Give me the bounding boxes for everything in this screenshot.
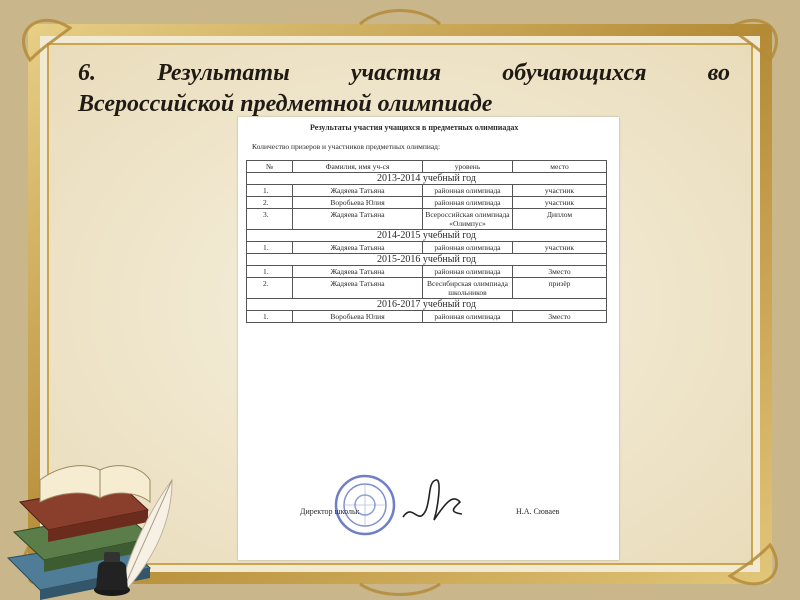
- signature-icon: [398, 472, 468, 532]
- title-word: Результаты: [157, 60, 290, 86]
- document-subheading: Количество призеров и участников предметных олимпиад:: [252, 142, 441, 151]
- table-row: [247, 185, 607, 197]
- cell-number: 1.: [247, 266, 293, 278]
- cell-place: участник: [513, 242, 607, 254]
- school-year-row: [247, 173, 607, 185]
- cell-number: 1.: [247, 242, 293, 254]
- table-row: [247, 209, 607, 230]
- cell-student-name: Жадяева Татьяна: [293, 185, 423, 197]
- title-number: 6.: [78, 60, 96, 86]
- column-header: уровень: [423, 161, 513, 173]
- slide-title: [78, 58, 730, 120]
- cell-level: районная олимпиада: [423, 197, 513, 209]
- school-year-row: [247, 230, 607, 242]
- table-row: [247, 278, 607, 299]
- cell-number: 2.: [247, 278, 293, 299]
- cell-number: 1.: [247, 311, 293, 323]
- cell-place: Диплом: [513, 209, 607, 230]
- column-header: Фамилия, имя уч-ся: [293, 161, 423, 173]
- cell-place: участник: [513, 197, 607, 209]
- books-icon: [0, 440, 190, 600]
- table-header-row: [247, 161, 607, 173]
- school-year-label: 2016-2017 учебный год: [247, 299, 607, 311]
- director-label: Директор школы:: [300, 507, 360, 516]
- school-year-label: 2013-2014 учебный год: [247, 173, 607, 185]
- document-heading: Результаты участия учащихся в предметных олимпиадах: [310, 123, 519, 132]
- cell-student-name: Жадяева Татьяна: [293, 242, 423, 254]
- school-year-label: 2014-2015 учебный год: [247, 230, 607, 242]
- cell-place: 3место: [513, 311, 607, 323]
- column-header: место: [513, 161, 607, 173]
- stamp-icon: [333, 473, 397, 537]
- cell-level: Всероссийская олимпиада «Олимпус»: [423, 209, 513, 230]
- cell-student-name: Жадяева Татьяна: [293, 209, 423, 230]
- cell-student-name: Воробьева Юлия: [293, 197, 423, 209]
- cell-level: районная олимпиада: [423, 311, 513, 323]
- cell-student-name: Жадяева Татьяна: [293, 266, 423, 278]
- cell-number: 1.: [247, 185, 293, 197]
- school-year-label: 2015-2016 учебный год: [247, 254, 607, 266]
- title-line-1: [78, 58, 730, 89]
- scanned-document: [238, 117, 619, 560]
- cell-number: 2.: [247, 197, 293, 209]
- table-body: [247, 161, 607, 323]
- column-header: №: [247, 161, 293, 173]
- school-year-row: [247, 254, 607, 266]
- title-line-2: Всероссийской предметной олимпиаде: [78, 91, 493, 117]
- table-row: [247, 311, 607, 323]
- cell-student-name: Жадяева Татьяна: [293, 278, 423, 299]
- results-table: [246, 160, 607, 323]
- cell-place: призёр: [513, 278, 607, 299]
- cell-level: районная олимпиада: [423, 242, 513, 254]
- table-row: [247, 242, 607, 254]
- cell-student-name: Воробьева Юлия: [293, 311, 423, 323]
- cell-level: районная олимпиада: [423, 266, 513, 278]
- title-word: участия: [350, 60, 442, 86]
- title-word: во: [707, 60, 730, 86]
- title-word: обучающихся: [502, 60, 647, 86]
- cell-level: Всесибирская олимпиада школьников: [423, 278, 513, 299]
- table-row: [247, 197, 607, 209]
- cell-place: 3место: [513, 266, 607, 278]
- table-row: [247, 266, 607, 278]
- cell-place: участник: [513, 185, 607, 197]
- cell-number: 3.: [247, 209, 293, 230]
- cell-level: районная олимпиада: [423, 185, 513, 197]
- school-year-row: [247, 299, 607, 311]
- director-name: Н.А. Сюваев: [516, 507, 560, 516]
